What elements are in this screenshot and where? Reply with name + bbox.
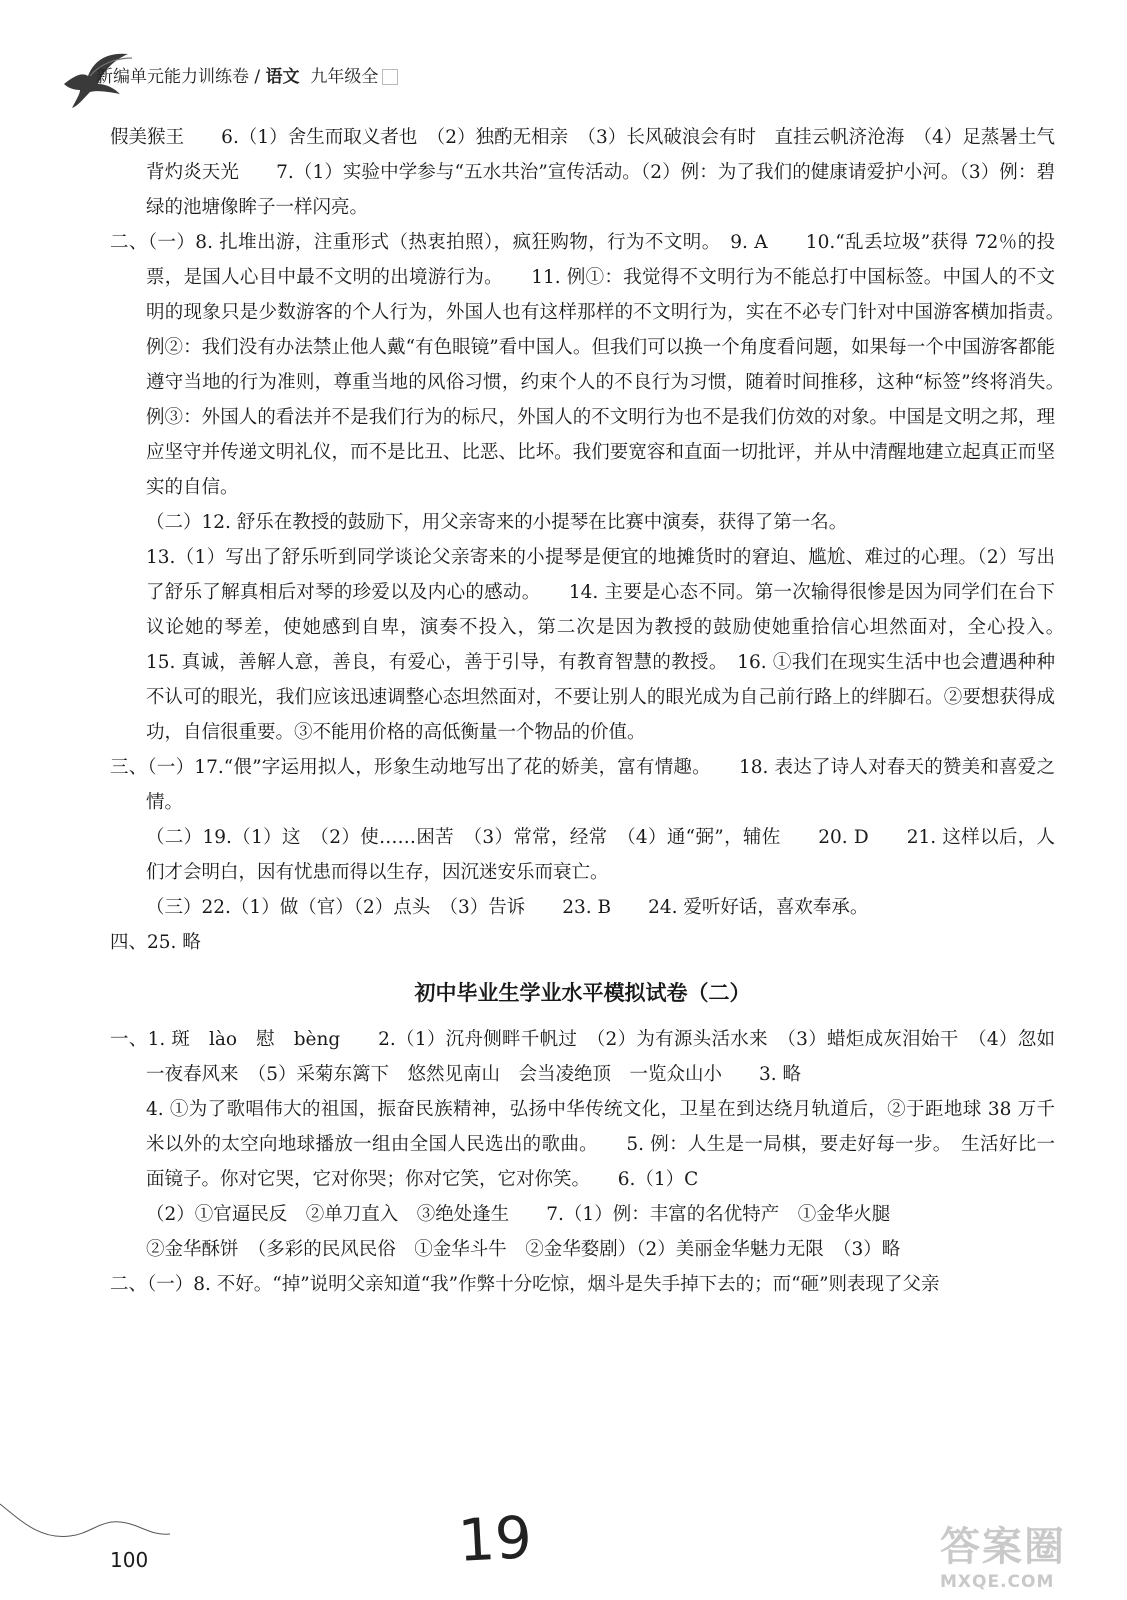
header-box-icon (382, 69, 398, 85)
answer-paragraph: ②金华酥饼 （多彩的民风民俗 ①金华斗牛 ②金华婺剧）（2）美丽金华魅力无限 （3）略 (146, 1239, 901, 1260)
answer-paragraph: （二）19.（1）这 （2）使……困苦 （3）常常，经常 （4）通“弼”，辅佐 20. D 21. 这样以后，人们才会明白，因有忧患而得以生存，因沉迷安乐而衰亡。 (146, 827, 1055, 883)
page-header (60, 50, 480, 110)
answer-paragraph: 二、（一）8. 扎堆出游，注重形式（热衷拍照），疯狂购物，行为不文明。 9. A 10.“乱丢垃圾”获得 72％的投票，是国人心目中最不文明的出境游行为。 11. 例①：我觉得不文明行为不能总打中国标签。中国人的不文明的现象只是少数游客的个人行为，外国人也有这样那样的不文明行为，实在不必专门针对中国游客横加指责。 例②：我们没有办法禁止他人戴“有色眼镜”看中国人。但我们可以换一个角度看问题，如果每一个中国游客都能遵守当地的行为准则，尊重当地的风俗习惯，约束个人的不良行为习惯，随着时间推移，这种“标签”终将消失。 例③：外国人的看法并不是我们行为的标尺，外国人的不文明行为也不是我们仿效的对象。中国是文明之邦，理应坚守并传递文明礼仪，而不是比丑、比恶、比坏。我们要宽容和直面一切批评，并从中清醒地建立起真正而坚实的自信。 (110, 232, 1074, 498)
page-number: 100 (110, 1548, 149, 1572)
section-title: 初中毕业生学业水平模拟试卷（二） (414, 981, 751, 1005)
decorative-curve-icon (0, 1500, 300, 1560)
subject-label: 语文 (265, 67, 300, 87)
answer-content (110, 120, 1093, 1302)
answer-paragraph: （二）12. 舒乐在教授的鼓励下，用父亲寄来的小提琴在比赛中演奏，获得了第一名。 (146, 512, 848, 533)
answer-paragraph: 一、1. 斑 lào 慰 bèng 2.（1）沉舟侧畔千帆过 （2）为有源头活水来 （3）蜡炬成灰泪始干 （4）忽如一夜春风来 （5）采菊东篱下 悠然见南山 会当凌绝顶 一览众山小 3. 略 (110, 1029, 1055, 1085)
watermark-url: MXQE.COM (940, 1572, 1055, 1592)
answer-paragraph: 三、（一）17.“偎”字运用拟人，形象生动地写出了花的娇美，富有情趣。 18. 表达了诗人对春天的赞美和喜爱之情。 (110, 757, 1055, 813)
book-title: 新编单元能力训练卷 / (96, 67, 266, 87)
grade-label: 九年级全 (310, 67, 379, 87)
header-title (96, 62, 398, 87)
answer-paragraph: 13.（1）写出了舒乐听到同学谈论父亲寄来的小提琴是便宜的地摊货时的窘迫、尴尬、难过的心理。（2）写出了舒乐了解真相后对琴的珍爱以及内心的感动。 14. 主要是心态不同。第一次输得很惨是因为同学们在台下议论她的琴差，使她感到自卑，演奏不投入，第二次是因为教授的鼓励使她重拾信心坦然面对，全心投入。 15. 真诚，善解人意，善良，有爱心，善于引导，有教育智慧的教授。 16. ①我们在现实生活中也会遭遇种种不认可的眼光，我们应该迅速调整心态坦然面对，不要让别人的眼光成为自己前行路上的绊脚石。②要想获得成功，自信很重要。③不能用价格的高低衡量一个物品的价值。 (146, 547, 1093, 743)
answer-paragraph: （2）①官逼民反 ②单刀直入 ③绝处逢生 7.（1）例：丰富的名优特产 ①金华火腿 (146, 1204, 891, 1225)
answer-paragraph: （三）22.（1）做（官）（2）点头 （3）告诉 23. B 24. 爱听好话，喜欢奉承。 (146, 897, 869, 918)
answer-paragraph: 四、25. 略 (110, 932, 201, 953)
watermark-logo (940, 1515, 1090, 1592)
handwritten-mark: 19 (456, 1503, 534, 1575)
answer-paragraph: 假美猴王 6.（1）舍生而取义者也 （2）独酌无相亲 （3）长风破浪会有时 直挂云帆济沧海 （4）足蒸暑土气 背灼炎天光 7.（1）实验中学参与“五水共治”宣传活动。（2）例：为了我们的健康请爱护小河。（3）例：碧绿的池塘像眸子一样闪亮。 (110, 127, 1074, 218)
answer-paragraph: 4. ①为了歌唱伟大的祖国，振奋民族精神，弘扬中华传统文化，卫星在到达绕月轨道后，②于距地球 38 万千米以外的太空向地球播放一组由全国人民选出的歌曲。 5. 例：人生是一局棋，要走好每一步。 生活好比一面镜子。你对它哭，它对你哭；你对它笑，它对你笑。 6.（1）C (146, 1099, 1055, 1190)
answer-paragraph: 二、（一）8. 不好。“掉”说明父亲知道“我”作弊十分吃惊，烟斗是失手掉下去的；而“砸”则表现了父亲 (110, 1274, 940, 1295)
watermark-text: 答案圈 (940, 1524, 1066, 1570)
